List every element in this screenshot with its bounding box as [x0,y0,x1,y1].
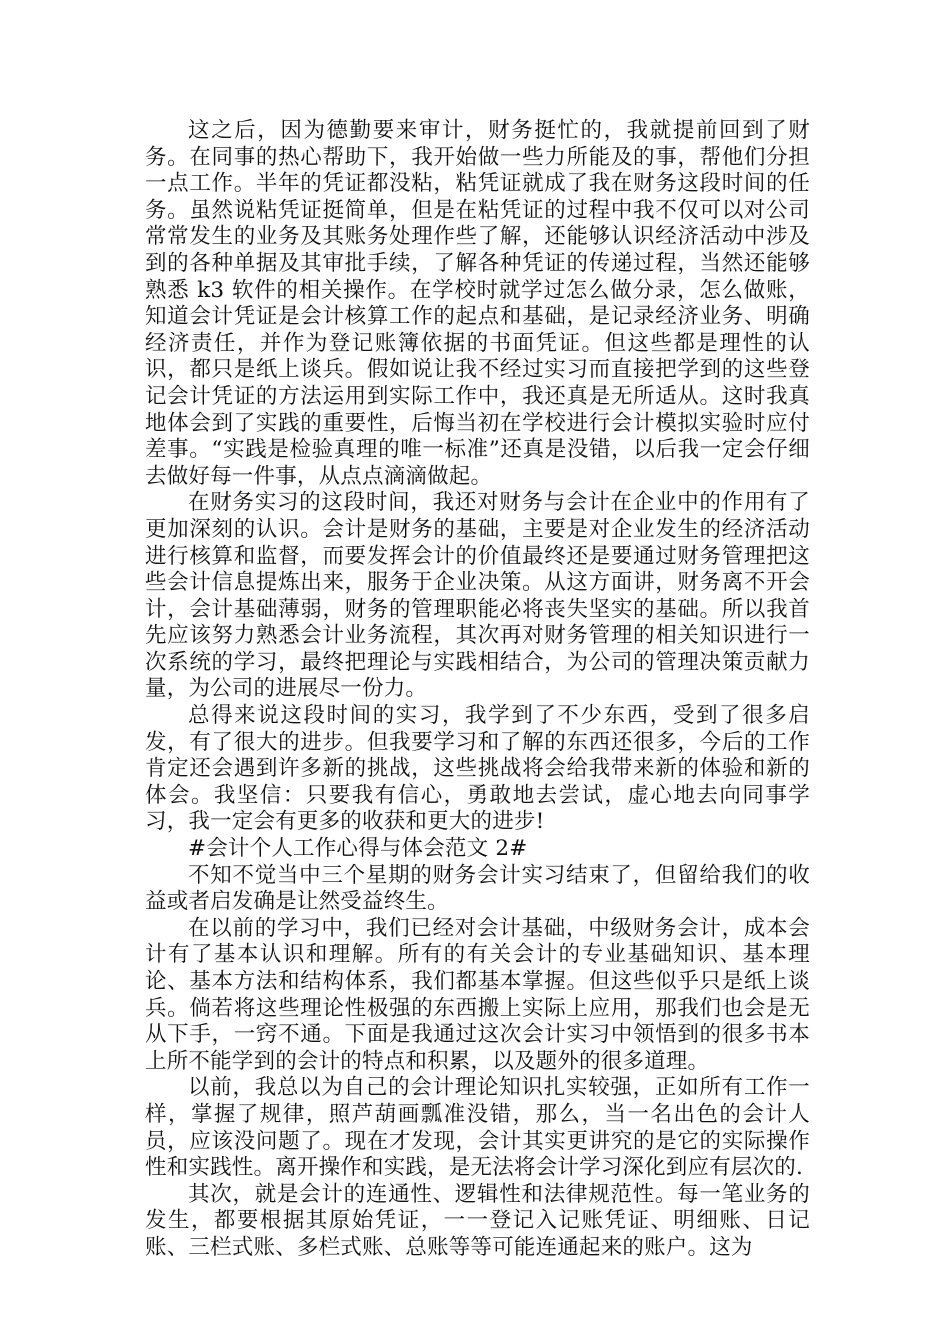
paragraph-1: 这之后，因为德勤要来审计，财务挺忙的，我就提前回到了财务。在同事的热心帮助下，我开始做一些力所能及的事，帮他们分担一点工作。半年的凭证都没粘，粘凭证就成了我在财务这段时间的任务。虽然说粘凭证挺简单，但是在粘凭证的过程中我不仅可以对公司常常发生的业务及其账务处理作些了解，还能够认识经济活动中涉及到的各种单据及其审批手续，了解各种凭证的传递过程，当然还能够熟悉 k3 软件的相关操作。在学校时就学过怎么做分录，怎么做账，知道会计凭证是会计核算工作的起点和基础，是记录经济业务、明确经济责任，并作为登记账簿依据的书面凭证。但这些都是理性的认识，都只是纸上谈兵。假如说让我不经过实习而直接把学到的这些登记会计凭证的方法运用到实际工作中，我还真是无所适从。这时我真地体会到了实践的重要性，后悔当初在学校进行会计模拟实验时应付差事。“实践是检验真理的唯一标准”还真是没错，以后我一定会仔细去做好每一件事，从点点滴滴做起。 [145,118,810,489]
paragraph-2: 在财务实习的这段时间，我还对财务与会计在企业中的作用有了更加深刻的认识。会计是财务的基础，主要是对企业发生的经济活动进行核算和监督，而要发挥会计的价值最终还是要通过财务管理把这些会计信息提炼出来，服务于企业决策。从这方面讲，财务离不开会计，会计基础薄弱，财务的管理职能必将丧失坚实的基础。所以我首先应该努力熟悉会计业务流程，其次再对财务管理的相关知识进行一次系统的学习，最终把理论与实践相结合，为公司的管理决策贡献力量，为公司的进展尽一份力。 [145,490,810,702]
section-heading: #会计个人工作心得与体会范文 2# [188,836,528,862]
paragraph-5: 在以前的学习中，我们已经对会计基础，中级财务会计，成本会计有了基本认识和理解。所有的有关会计的专业基础知识、基本理论、基本方法和结构体系，我们都基本掌握。但这些似乎只是纸上谈兵。倘若将这些理论性极强的东西搬上实际上应用，那我们也会是无从下手，一窍不通。下面是我通过这次会计实习中领悟到的很多书本上所不能学到的会计的特点和积累，以及题外的很多道理。 [145,915,810,1074]
document-body [145,118,810,1262]
paragraph-3: 总得来说这段时间的实习，我学到了不少东西，受到了很多启发，有了很大的进步。但我要学习和了解的东西还很多，今后的工作肯定还会遇到许多新的挑战，这些挑战将会给我带来新的体验和新的体会。我坚信：只要我有信心，勇敢地去尝试，虚心地去向同事学习，我一定会有更多的收获和更大的进步! [145,703,810,835]
paragraph-7: 其次，就是会计的连通性、逻辑性和法律规范性。每一笔业务的发生，都要根据其原始凭证，一一登记入记账凭证、明细账、日记账、三栏式账、多栏式账、总账等等可能连通起来的账户。这为 [145,1181,810,1260]
paragraph-4: 不知不觉当中三个星期的财务会计实习结束了，但留给我们的收益或者启发确是让然受益终生。 [145,862,810,915]
paragraph-6: 以前，我总以为自己的会计理论知识扎实较强，正如所有工作一样，掌握了规律，照芦葫画瓢准没错，那么，当一名出色的会计人员，应该没问题了。现在才发现，会计其实更讲究的是它的实际操作性和实践性。离开操作和实践，是无法将会计学习深化到应有层次的. [145,1075,810,1181]
